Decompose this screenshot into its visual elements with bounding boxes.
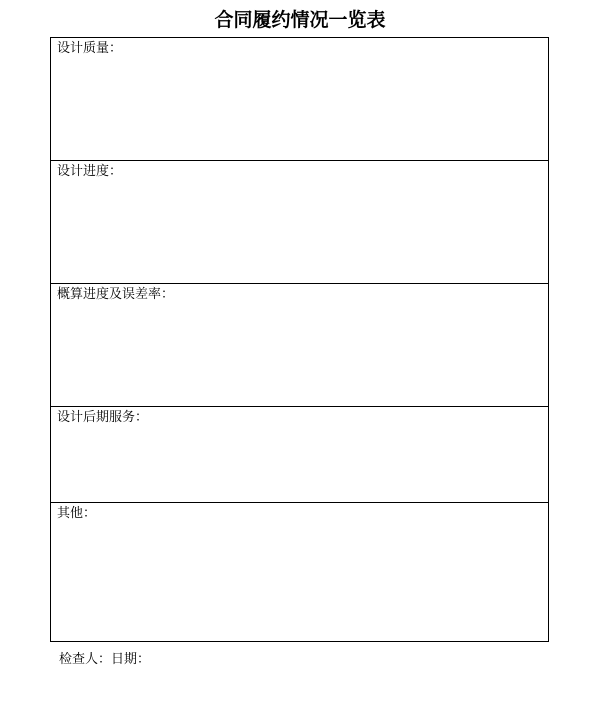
other-label: 其他： — [57, 506, 97, 521]
post-design-service-label: 设计后期服务： — [57, 410, 149, 425]
estimate-progress-error-rate-label: 概算进度及误差率： — [57, 287, 175, 302]
signature-footer — [59, 651, 150, 669]
row-design-progress — [51, 160, 548, 283]
document-title: 合同履约情况一览表 — [214, 9, 386, 31]
row-design-quality — [51, 38, 548, 160]
design-progress-label: 设计进度： — [57, 164, 123, 179]
date-label: 日期： — [111, 652, 151, 667]
design-quality-label: 设计质量： — [57, 41, 123, 56]
inspector-label: 检查人： — [59, 652, 112, 667]
row-post-design-service — [51, 406, 548, 502]
row-estimate-progress-error-rate — [51, 283, 548, 406]
row-other — [51, 502, 548, 641]
contract-performance-table — [50, 37, 549, 642]
